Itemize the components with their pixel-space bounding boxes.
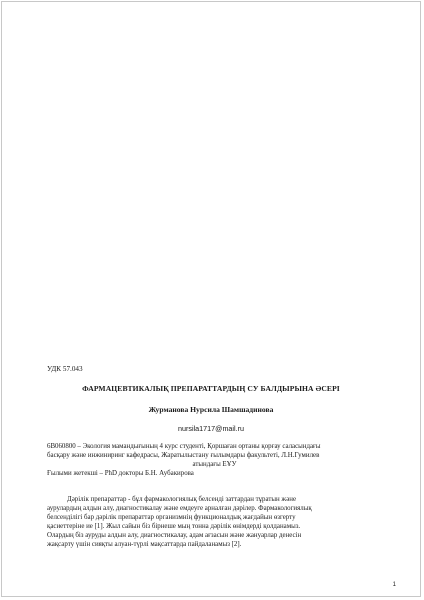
- body-line: аурулардың алдын алу, диагностикалау және емдеуге арналған дәрілер. Фармакологиялық: [47, 505, 312, 513]
- affiliation-line: атындағы ЕҰУ: [192, 461, 237, 469]
- author-name: Журманова Нурсила Шамшадинова: [148, 405, 274, 414]
- udc-code: УДК 57.043: [47, 365, 83, 373]
- affiliation-line: 6В060800 – Экология мамандығының 4 курс студенті, Қоршаған ортаны қорғау саласындағы: [47, 443, 321, 450]
- supervisor-line: Ғылыми жетекші – PhD докторы Б.Н. Аубакирова: [47, 470, 194, 478]
- article-title: ФАРМАЦЕВТИКАЛЫҚ ПРЕПАРАТТАРДЫҢ СУ БАЛДЫРЫНА ӘСЕРІ: [82, 384, 340, 393]
- body-line: қасиеттеріне ие [1]. Жыл сайын біз бірнеше мың тонна дәрілік өнімдерді қолданамыз.: [47, 523, 301, 531]
- body-line: Дәрілік препараттар - бұл фармакологиялық белсенді заттардан тұратын және: [67, 496, 296, 503]
- body-line: белсенділігі бар дәрілік препараттар организмнің функционалдық жағдайын өзгерту: [47, 514, 296, 522]
- body-line: Олардың біз ауруды алдын алу, диагностикалау, адам ағзасын және жануарлар денесін: [47, 532, 302, 540]
- author-affiliation: [47, 442, 382, 478]
- body-line: жақсарту үшін сияқты алуан-түрлі мақсаттарда пайдаланамыз [2].: [47, 541, 242, 549]
- document-page: [1, 1, 421, 597]
- author-email: nursila1717@mail.ru: [177, 424, 245, 433]
- affiliation-line: басқару және инжиниринг кафедрасы, Жаратылыстану ғылымдары факультеті, Л.Н.Гумилев: [47, 452, 320, 460]
- body-paragraph: [47, 495, 382, 550]
- page-number: 1: [392, 582, 396, 588]
